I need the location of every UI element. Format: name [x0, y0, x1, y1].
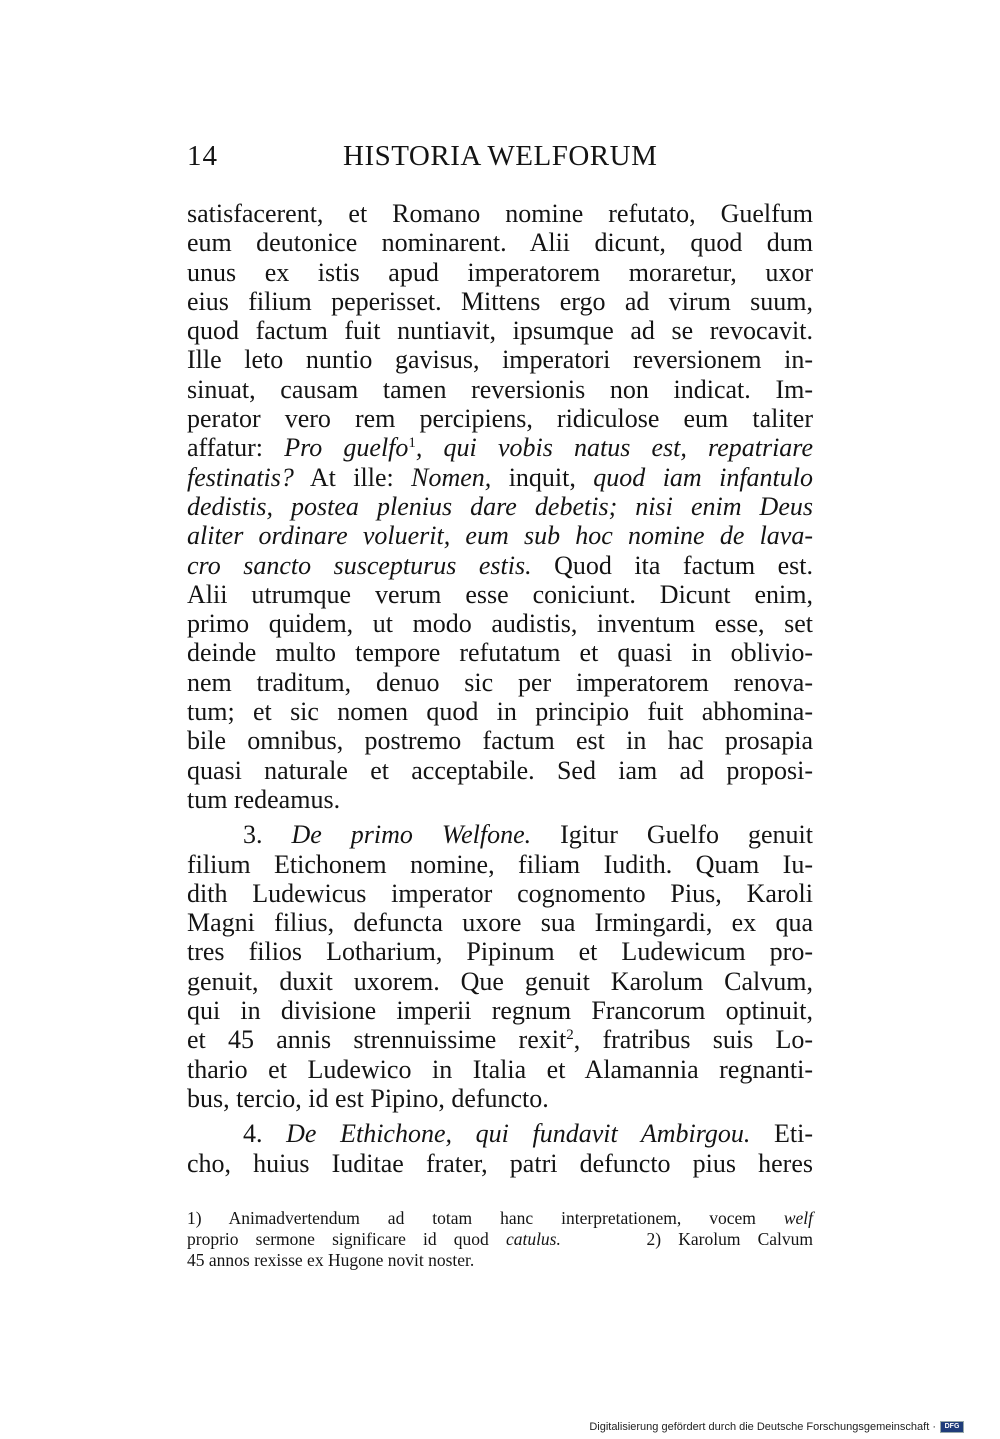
text-run: 1) Animadvertendum ad totam hanc interpretationem, vocem: [187, 1208, 784, 1228]
text-run: Igitur Guelfo genuit: [531, 820, 813, 850]
text-run: inquit,: [491, 462, 594, 492]
footnote-line: 45 annos rexisse ex Hugone novit noster.: [187, 1250, 475, 1270]
text-line: tres filios Lotharium, Pipinum et Ludewicum pro-: [187, 937, 813, 967]
text-line: thario et Ludewico in Italia et Alamannia regnanti-: [187, 1054, 813, 1084]
footnotes: [187, 1208, 813, 1271]
footnote-ref-1: 1: [408, 435, 416, 452]
text-line: satisfacerent, et Romano nomine refutato, Guelfum: [187, 199, 813, 228]
dfg-logo-icon: DFG: [940, 1421, 964, 1433]
running-title: HISTORIA WELFORUM: [343, 140, 658, 172]
text-line: dith Ludewicus imperator cognomento Pius, Karoli: [187, 878, 813, 908]
text-line: Ille leto nuntio gavisus, imperatori reversionem in-: [187, 345, 813, 375]
page: [187, 140, 813, 1178]
italic-run: cro sancto suscepturus estis.: [187, 550, 532, 580]
footnote-ref-2: 2: [566, 1027, 574, 1044]
italic-run: Nomen,: [411, 462, 492, 492]
text-line: filium Etichonem nomine, filiam Iudith. Quam Iu-: [187, 849, 813, 879]
text-line: unus ex istis apud imperatorem moraretur, uxor: [187, 257, 813, 287]
text-run: At ille:: [293, 462, 412, 492]
text-line: eum deutonice nominarent. Alii dicunt, quod dum: [187, 228, 813, 258]
text-line: dedistis, postea plenius dare debetis; nisi enim Deus: [187, 491, 813, 521]
section-heading: De Ethichone, qui fundavit Ambirgou.: [286, 1119, 751, 1149]
text-run: et 45 annis strennuissime rexit: [187, 1025, 567, 1055]
text-run: proprio sermone significare id quod: [187, 1229, 506, 1249]
text-run: affatur:: [187, 433, 285, 463]
section-number: 4.: [243, 1119, 287, 1149]
text-line: tum; et sic nomen quod in principio fuit abhomina-: [187, 697, 813, 727]
text-line: bus, tercio, id est Pipino, defuncto.: [187, 1083, 549, 1113]
text-line: [187, 463, 813, 492]
text-line: deinde multo tempore refutatum et quasi in oblivio-: [187, 638, 813, 668]
text-line: quasi naturale et acceptabile. Sed iam ad proposi-: [187, 755, 813, 785]
text-line: [187, 1025, 813, 1054]
text-run: Quod ita factum est.: [531, 550, 813, 580]
text-line: [187, 551, 813, 580]
text-run: , fratribus suis Lo-: [573, 1025, 813, 1055]
digitization-footer: [589, 1421, 964, 1433]
text-line: quod factum fuit nuntiavit, ipsumque ad se revocavit.: [187, 316, 813, 346]
italic-run: Pro guelfo: [284, 433, 409, 463]
section-4-heading-line: [187, 1119, 813, 1148]
text-line: qui in divisione imperii regnum Francorum optinuit,: [187, 996, 813, 1026]
page-number: 14: [187, 140, 218, 172]
text-line: tum redeamus.: [187, 784, 341, 814]
section-heading: De primo Welfone.: [291, 820, 532, 850]
text-line: aliter ordinare voluerit, eum sub hoc nomine de lava-: [187, 521, 813, 551]
italic-run: catulus.: [505, 1229, 561, 1249]
footnote-line: [187, 1229, 813, 1250]
italic-run: welf: [783, 1208, 813, 1228]
text-line: Alii utrumque verum esse coniciunt. Dicunt enim,: [187, 579, 813, 609]
text-line: [187, 433, 813, 462]
italic-run: quod iam infantulo: [593, 462, 813, 492]
text-line: sinuat, causam tamen reversionis non indicat. Im-: [187, 374, 813, 404]
text-line: primo quidem, ut modo audistis, inventum esse, set: [187, 609, 813, 639]
text-run: 2) Karolum Calvum: [560, 1229, 813, 1249]
page-header: [187, 140, 813, 180]
text-line: nem traditum, denuo sic per imperatorem renova-: [187, 667, 813, 697]
text-line: genuit, duxit uxorem. Que genuit Karolum Calvum,: [187, 966, 813, 996]
text-line: cho, huius Iuditae frater, patri defuncto pius heres: [187, 1148, 813, 1178]
italic-run: , qui vobis natus est, repatriare: [415, 433, 813, 463]
text-line: Magni filius, defuncta uxore sua Irmingardi, ex qua: [187, 908, 813, 938]
italic-run: festinatis?: [187, 462, 294, 492]
text-line: bile omnibus, postremo factum est in hac prosapia: [187, 726, 813, 756]
footnote-line: [187, 1208, 813, 1229]
body-text: [187, 199, 813, 1178]
section-3-heading-line: [187, 820, 813, 849]
footer-text: Digitalisierung gefördert durch die Deutsche Forschungsgemeinschaft ·: [589, 1421, 936, 1433]
text-line: eius filium peperisset. Mittens ergo ad virum suum,: [187, 286, 813, 316]
text-line: perator vero rem percipiens, ridiculose eum taliter: [187, 404, 813, 434]
section-number: 3.: [243, 820, 292, 850]
text-run: Eti-: [750, 1119, 814, 1149]
